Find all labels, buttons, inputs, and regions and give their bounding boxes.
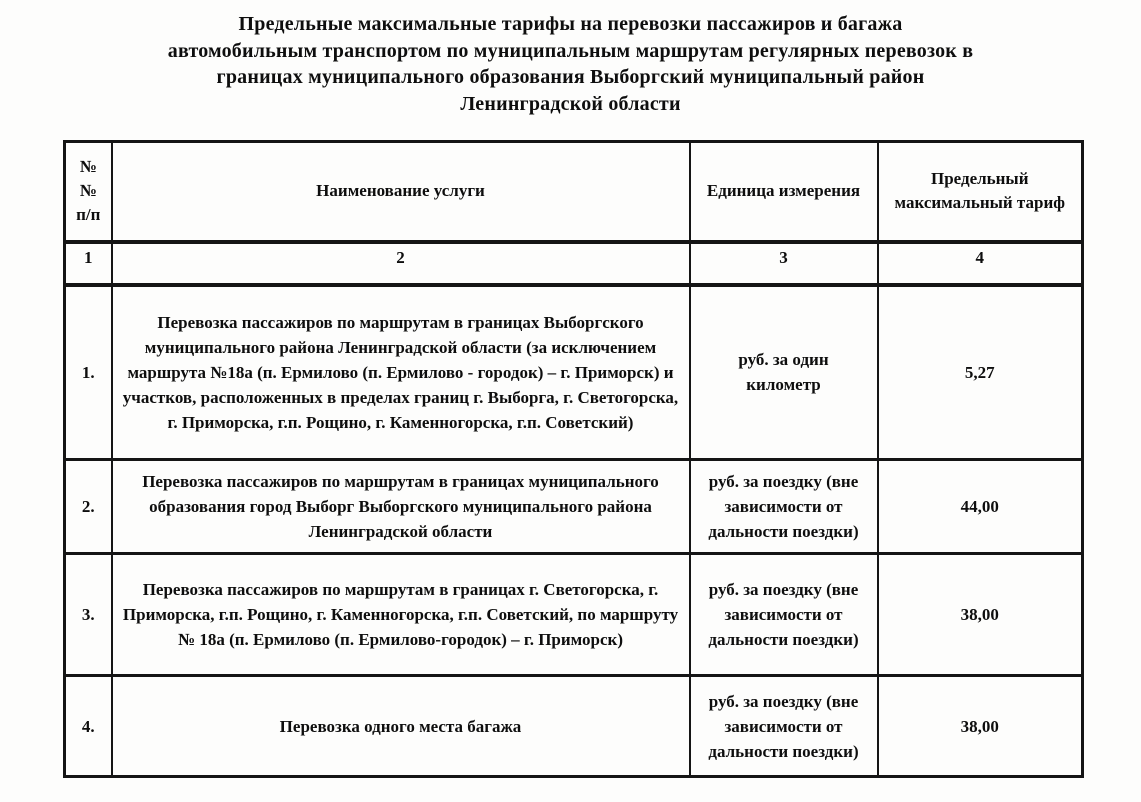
column-number-4: 4 bbox=[878, 242, 1083, 285]
table-row bbox=[65, 676, 1083, 777]
tariff-table bbox=[63, 140, 1084, 778]
row-4-number: 4. bbox=[65, 676, 112, 777]
row-2-number: 2. bbox=[65, 460, 112, 554]
title-line-2: автомобильным транспортом по муниципальным маршрутам регулярных перевозок в bbox=[167, 39, 974, 62]
row-3-number: 3. bbox=[65, 554, 112, 676]
title-line-1: Предельные максимальные тарифы на перевозки пассажиров и багажа bbox=[238, 13, 903, 35]
header-tariff-line-1: Предельный bbox=[930, 169, 1029, 189]
row-1-service: Перевозка пассажиров по маршрутам в границах Выборгского муниципального района Ленинградской области (за исключением маршрута №18а (п. Ермилово (п. Ермилово - городок) – г. Приморск) и участков, расположенных в пределах границ г. Выборга, г. Светогорска, г. Приморска, г.п. Рощино, г. Каменногорска, г.п. Советский) bbox=[112, 285, 690, 460]
row-4-unit: руб. за поездку (вне зависимости от дальности поездки) bbox=[690, 676, 878, 777]
header-tariff-line-2: максимальный тариф bbox=[894, 193, 1065, 213]
column-number-2: 2 bbox=[112, 242, 690, 285]
table-row bbox=[65, 285, 1083, 460]
row-3-unit: руб. за поездку (вне зависимости от дальности поездки) bbox=[690, 554, 878, 676]
row-2-service: Перевозка пассажиров по маршрутам в границах муниципального образования город Выборг Выборгского муниципального района Ленинградской области bbox=[112, 460, 690, 554]
header-cell-num bbox=[65, 142, 112, 242]
header-cell-service: Наименование услуги bbox=[112, 142, 690, 242]
document-title bbox=[0, 11, 1141, 117]
row-2-tariff: 44,00 bbox=[878, 460, 1083, 554]
header-cell-tariff bbox=[878, 142, 1083, 242]
header-num-line-3: п/п bbox=[76, 205, 101, 225]
column-number-3: 3 bbox=[690, 242, 878, 285]
column-number-1: 1 bbox=[65, 242, 112, 285]
title-line-3: границах муниципального образования Выборгский муниципальный район bbox=[216, 66, 925, 88]
row-1-number: 1. bbox=[65, 285, 112, 460]
title-line-4: Ленинградской области bbox=[460, 92, 681, 115]
row-1-tariff: 5,27 bbox=[878, 285, 1083, 460]
row-1-unit: руб. за один километр bbox=[690, 285, 878, 460]
row-3-tariff: 38,00 bbox=[878, 554, 1083, 676]
table-row bbox=[65, 460, 1083, 554]
row-3-service: Перевозка пассажиров по маршрутам в границах г. Светогорска, г. Приморска, г.п. Рощино, г. Каменногорска, г.п. Советский, по маршруту № 18а (п. Ермилово (п. Ермилово-городок) – г. Приморск) bbox=[112, 554, 690, 676]
header-num-line-2: № bbox=[79, 181, 97, 201]
row-4-tariff: 38,00 bbox=[878, 676, 1083, 777]
header-cell-unit: Единица измерения bbox=[690, 142, 878, 242]
row-4-service: Перевозка одного места багажа bbox=[112, 676, 690, 777]
column-number-row bbox=[65, 242, 1083, 285]
table-row bbox=[65, 554, 1083, 676]
table-header-row bbox=[65, 142, 1083, 242]
row-2-unit: руб. за поездку (вне зависимости от дальности поездки) bbox=[690, 460, 878, 554]
header-num-line-1: № bbox=[79, 157, 97, 177]
